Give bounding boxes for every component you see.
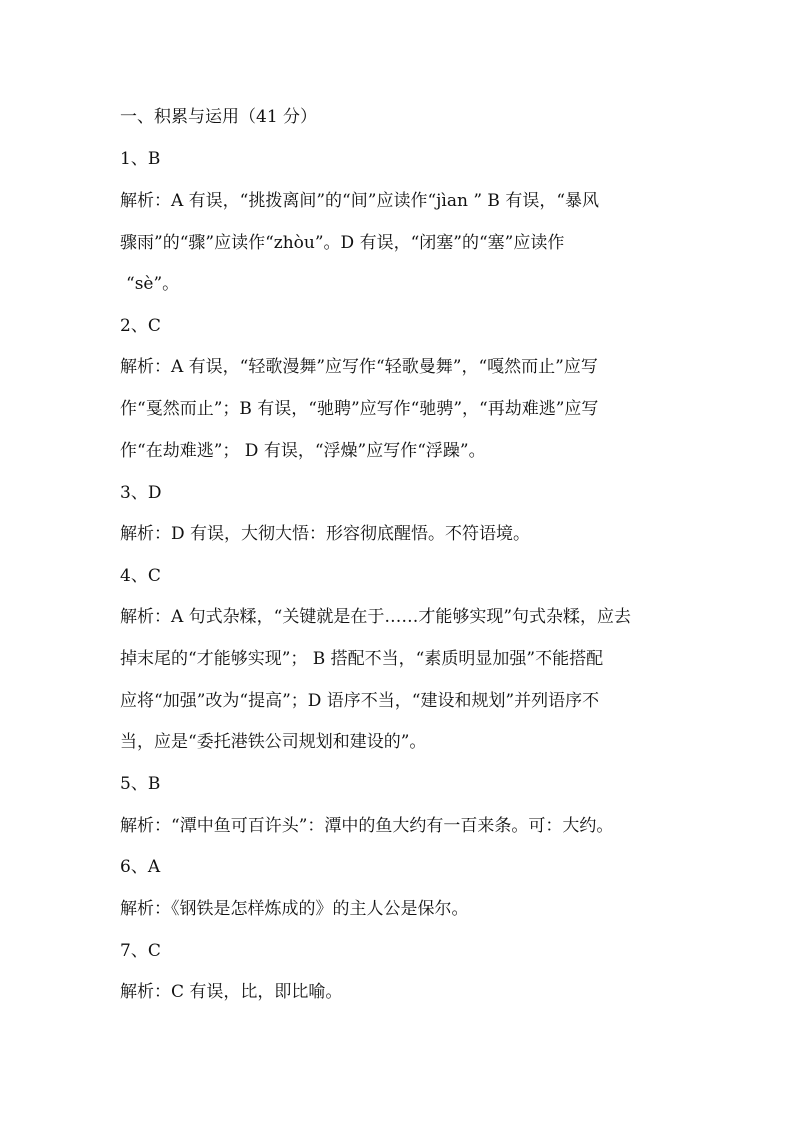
explanation-line: 解析：A 句式杂糅，“关键就是在于……才能够实现”句式杂糅，应去 (120, 607, 632, 627)
explanation-line: “sè”。 (126, 274, 180, 294)
explanation-line: 掉末尾的“才能够实现”； B 搭配不当，“素质明显加强”不能搭配 (120, 649, 604, 669)
answer-number: 1、B (120, 149, 161, 169)
section-title: 一、积累与运用（41 分） (120, 107, 318, 127)
explanation-line: 作“戛然而止”；B 有误，“驰聘”应写作“驰骋”，“再劫难逃”应写 (120, 399, 599, 419)
answer-number: 2、C (120, 316, 161, 336)
explanation-line: 应将“加强”改为“提高”；D 语序不当，“建设和规划”并列语序不 (120, 691, 600, 711)
explanation-line: 解析：“潭中鱼可百许头”：潭中的鱼大约有一百来条。可：大约。 (120, 816, 614, 836)
answer-number: 6、A (120, 857, 161, 877)
explanation-line: 解析：《钢铁是怎样炼成的》的主人公是保尔。 (120, 899, 469, 919)
explanation-line: 作“在劫难逃”； D 有误，“浮燥”应写作“浮躁”。 (120, 441, 486, 461)
answer-number: 4、C (120, 566, 161, 586)
explanation-line: 当，应是“委托港铁公司规划和建设的”。 (120, 732, 427, 752)
explanation-line: 解析：A 有误，“轻歌漫舞”应写作“轻歌曼舞”，“嘎然而止”应写 (120, 357, 598, 377)
answer-number: 7、C (120, 941, 161, 961)
explanation-line: 骤雨”的“骤”应读作“zhòu”。D 有误，“闭塞”的“塞”应读作 (120, 233, 565, 253)
answer-number: 3、D (120, 483, 162, 503)
explanation-line: 解析：C 有误，比，即比喻。 (120, 982, 343, 1002)
answer-number: 5、B (120, 774, 161, 794)
explanation-line: 解析：D 有误，大彻大悟：形容彻底醒悟。不符语境。 (120, 524, 531, 544)
explanation-line: 解析：A 有误，“挑拨离间”的“间”应读作“jìan ” B 有误，“暴风 (120, 191, 600, 211)
